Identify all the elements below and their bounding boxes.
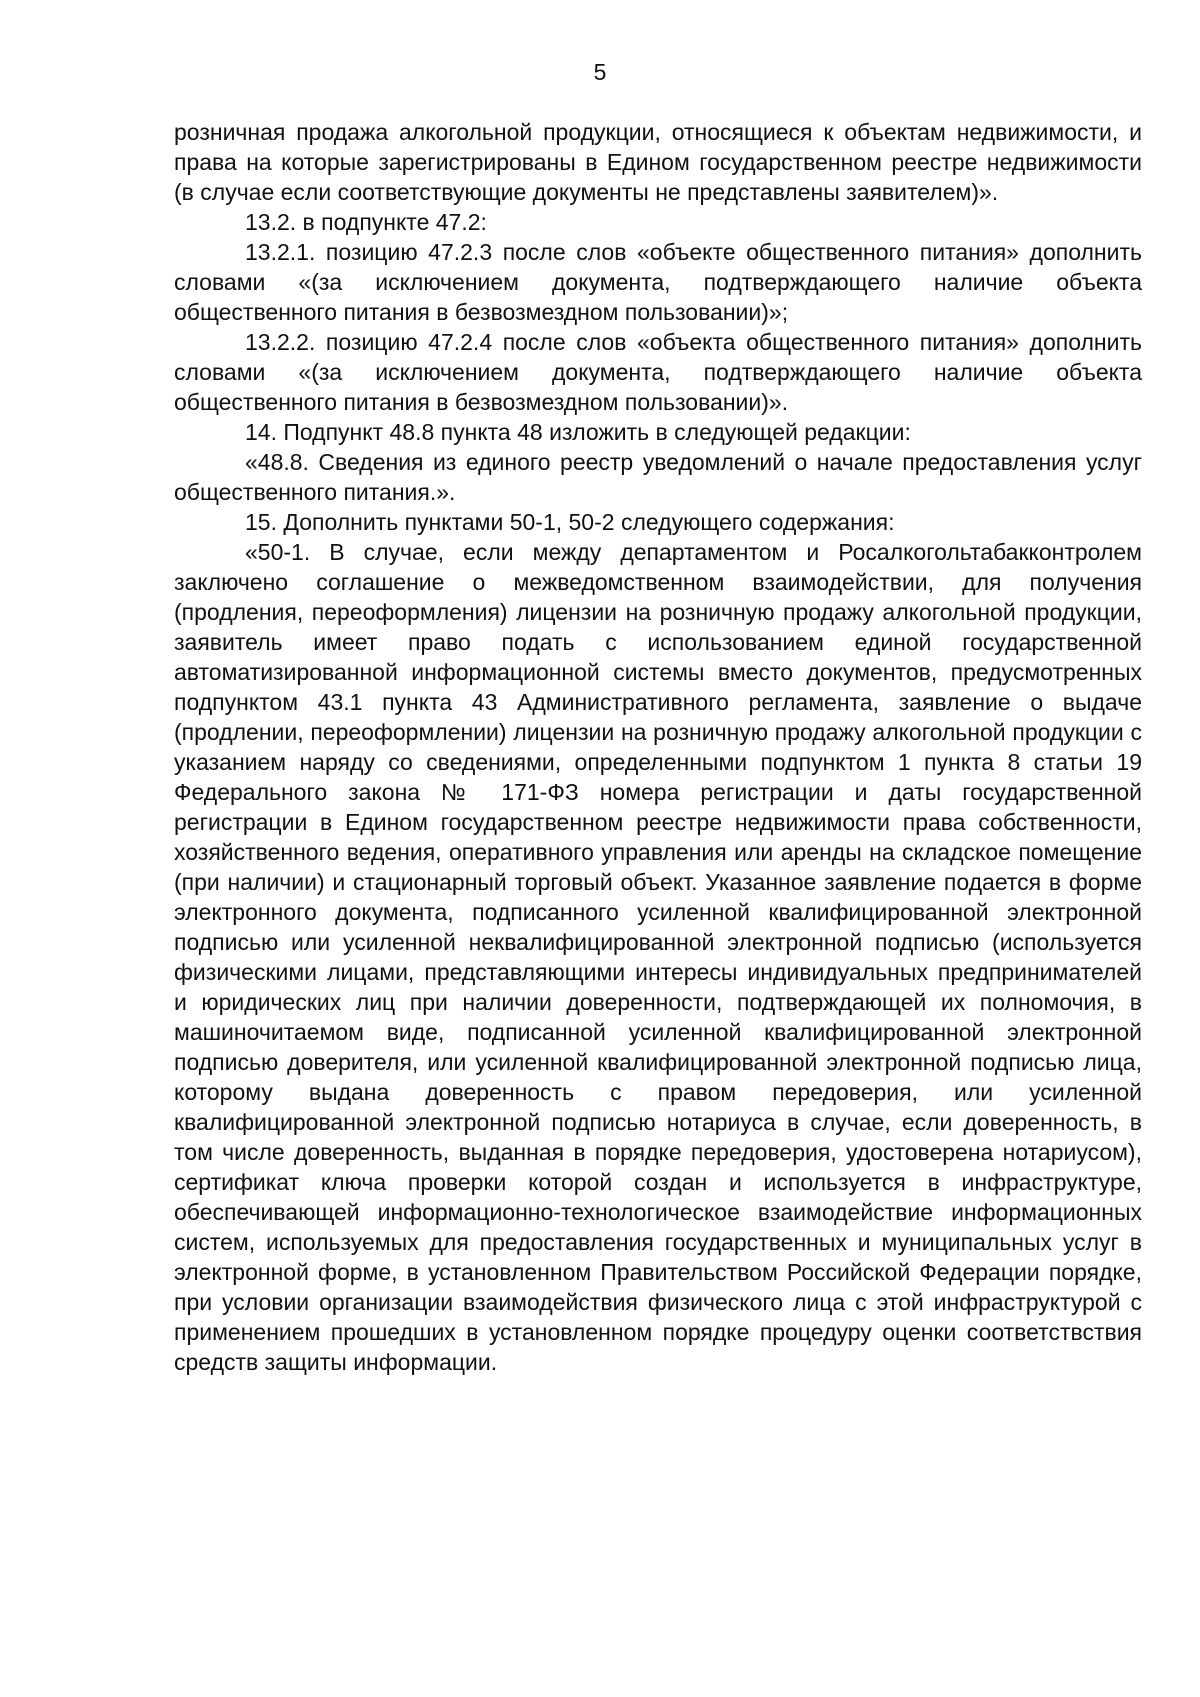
paragraph-48-8: «48.8. Сведения из единого реестр уведомлений о начале предоставления услуг общественного питания.». — [174, 449, 1142, 505]
paragraph-50-1: «50-1. В случае, если между департаментом и Росалкогольтабакконтролем заключено соглашение о межведомственном взаимодействии, для получения (продления, переоформления) лицензии на розничную продажу алкогольной продукции, заявитель имеет право подать с использованием единой государственной автоматизированной информационной системы вместо документов, предусмотренных подпунктом 43.1 пункта 43 Административного регламента, заявление о выдаче (продлении, переоформлении) лицензии на розничную продажу алкогольной продукции с указанием наряду со сведениями, определенными подпунктом 1 пункта 8 статьи 19 Федерального закона № 171-ФЗ номера регистрации и даты государственной регистрации в Едином государственном реестре недвижимости права собственности, хозяйственного ведения, оперативного управления или аренды на складское помещение (при наличии) и стационарный торговый объект. Указанное заявление подается в форме электронного документа, подписанного усиленной квалифицированной электронной подписью или усиленной неквалифицированной электронной подписью (используется физическими лицами, представляющими интересы индивидуальных предпринимателей и юридических лиц при наличии доверенности, подтверждающей их полномочия, в машиночитаемом виде, подписанной усиленной квалифицированной электронной подписью доверителя, или усиленной квалифицированной электронной подписью лица, которому выдана доверенность с правом передоверия, или усиленной квалифицированной электронной подписью нотариуса в случае, если доверенность, в том числе доверенность, выданная в порядке передоверия, удостоверена нотариусом), сертификат ключа проверки которой создан и используется в инфраструктуре, обеспечивающей информационно-технологическое взаимодействие информационных систем, используемых для предоставления государственных и муниципальных услуг в электронной форме, в установленном Правительством Российской Федерации порядке, при условии организации взаимодействия физического лица с этой инфраструктурой с применением прошедших в установленном порядке процедуру оценки соответствствия средств защиты информации. — [174, 539, 1142, 1375]
paragraph-13-2-1: 13.2.1. позицию 47.2.3 после слов «объекте общественного питания» дополнить словами «(за исключением документа, подтверждающего наличие объекта общественного питания в безвозмездном пользовании)»; — [174, 239, 1142, 325]
document-body — [174, 117, 1142, 1377]
paragraph-15: 15. Дополнить пунктами 50-1, 50-2 следующего содержания: — [245, 509, 895, 535]
paragraph-14: 14. Подпункт 48.8 пункта 48 изложить в следующей редакции: — [245, 419, 911, 445]
paragraph-13-2-2: 13.2.2. позицию 47.2.4 после слов «объекта общественного питания» дополнить словами «(за исключением документа, подтверждающего наличие объекта общественного питания в безвозмездном пользовании)». — [174, 329, 1142, 415]
page-number: 5 — [593, 59, 607, 85]
paragraph-13-2: 13.2. в подпункте 47.2: — [245, 209, 487, 235]
paragraph-continuation: розничная продажа алкогольной продукции, относящиеся к объектам недвижимости, и права на которые зарегистрированы в Едином государственном реестре недвижимости (в случае если соответствующие документы не представлены заявителем)». — [174, 119, 1142, 205]
